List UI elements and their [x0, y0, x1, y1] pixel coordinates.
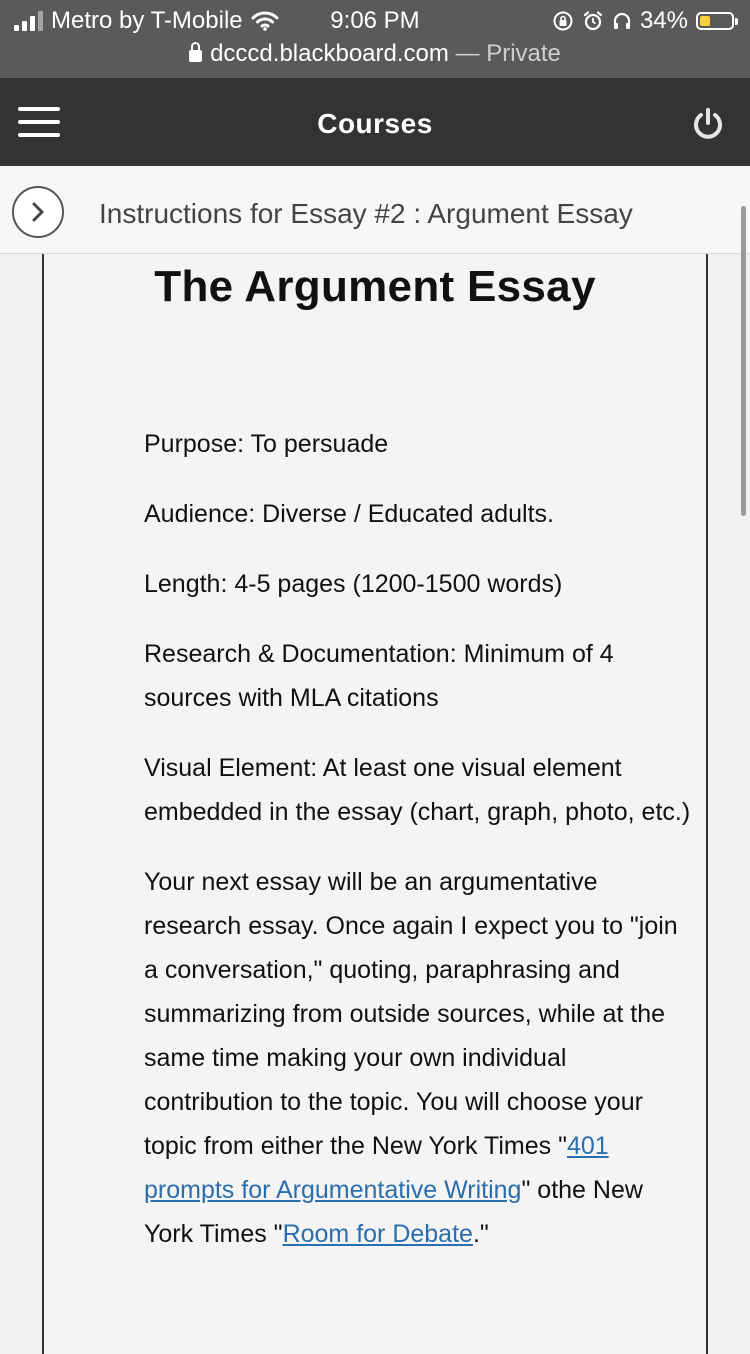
audience-line: Audience: Diverse / Educated adults. — [144, 500, 554, 528]
battery-percent: 34% — [639, 7, 688, 34]
chevron-right-icon — [28, 201, 48, 223]
status-right — [552, 6, 734, 36]
room-for-debate-link[interactable]: Room for Debate — [282, 1220, 473, 1248]
lock-icon — [189, 50, 202, 62]
scrollbar[interactable] — [741, 206, 746, 516]
status-bar — [0, 0, 750, 78]
breadcrumb — [0, 166, 750, 254]
breadcrumb-title: Instructions for Essay #2 : Argument Essay — [99, 198, 633, 229]
page-title: Courses — [317, 108, 433, 139]
headphones-icon — [612, 11, 632, 31]
document-body — [144, 422, 692, 1282]
research-line: Research & Documentation: Minimum of 4 sources with MLA citations — [144, 640, 614, 712]
intro-text-3: ." — [472, 1220, 489, 1248]
expand-button[interactable] — [12, 186, 64, 238]
length-line: Length: 4-5 pages (1200-1500 words) — [144, 570, 563, 598]
prompts-link[interactable]: 401 prompts for Argumentative Writing — [144, 1132, 609, 1204]
alarm-icon — [582, 10, 604, 32]
url-text: dcccd.blackboard.com — [210, 40, 449, 67]
carrier-label: Metro by T-Mobile — [51, 7, 243, 34]
power-icon[interactable] — [690, 106, 726, 142]
intro-text-1: Your next essay will be an argumentative research essay. Once again I expect you to "join a conversation," quoting, paraphrasing and summarizing from outside sources, while at the same time making your own individual contribution to the topic. You will choose your topic from either the New York Times " — [144, 868, 678, 1160]
orientation-lock-icon — [552, 10, 574, 32]
document-title: The Argument Essay — [154, 262, 596, 311]
private-label: — Private — [455, 40, 561, 67]
visual-element-line: Visual Element: At least one visual element embedded in the essay (chart, graph, photo, etc.) — [144, 754, 691, 826]
battery-icon — [696, 12, 734, 30]
battery-level-fill — [700, 16, 710, 26]
purpose-line: Purpose: To persuade — [144, 430, 389, 458]
intro-text-2: " othe New York Times " — [144, 1176, 643, 1248]
intro-paragraph — [144, 860, 692, 1256]
app-header — [0, 78, 750, 166]
url-bar[interactable] — [0, 38, 750, 70]
status-time: 9:06 PM — [330, 7, 420, 34]
